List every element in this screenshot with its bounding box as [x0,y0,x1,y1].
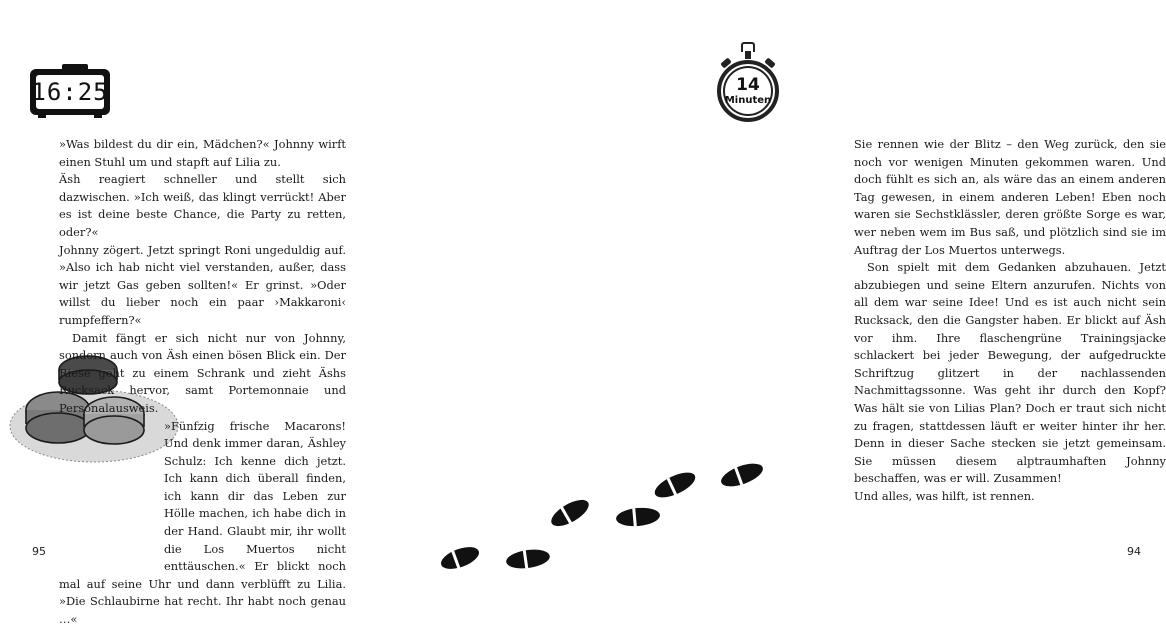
paragraph: Äsh reagiert schneller und stellt sich dazwischen. »Ich weiß, das klingt verrückt! Aber es ist deine beste Chance, die Party zu retten, oder?« [59,172,346,239]
page-number: 95 [32,545,46,558]
right-page-text [854,136,1166,505]
paragraph: »Fünfzig frische Macarons! Und denk immer daran, Äshley Schulz: Ich kenne dich jetzt. Ich kann dich überall finden, ich kann dir das Leben zur Hölle machen, ich habe dich in der Hand. Glaubt mir, ihr wollt die Los Muertos nicht enttäuschen.« Er blickt noch mal auf seine Uhr und dann verblüfft zu Lilia. »Die Schlaubirne hat recht. Ihr habt noch genau …« [59,418,346,627]
clock-time: 16:25 [36,75,104,109]
digital-clock-icon [30,64,110,118]
stopwatch-unit: Minuten [724,94,772,106]
stopwatch-icon [715,42,781,128]
footprints-illustration [430,455,780,585]
paragraph: Johnny zögert. Jetzt springt Roni ungeduldig auf. »Also ich hab nicht viel verstanden, außer, dass wir jetzt Gas geben sollten!« Er grinst. »Oder willst du lieber noch ein paar ›Makkaroni‹ rumpfeffern?« [59,242,346,327]
paragraph: Damit fängt er sich nicht nur von Johnny, sondern auch von Äsh einen bösen Blick ein. Der Riese geht zu einem Schrank und zieht Äshs Rucksack hervor, samt Portemonnaie und Personalausweis. [59,330,346,415]
paragraph: Sie rennen wie der Blitz – den Weg zurück, den sie noch vor wenigen Minuten gekommen waren. Und doch fühlt es sich an, als wäre das an einem anderen Tag gewesen, in einem anderen Leben! Eben noch waren sie Sechstklässler, deren größte Sorge es war, wer neben wem im Bus saß, und plötzlich sind sie im Auftrag der Los Muertos unterwegs. [854,137,1166,257]
left-page-text [59,136,346,629]
stopwatch-value: 14 [736,74,760,95]
paragraph: Und alles, was hilft, ist rennen. [854,488,1035,503]
left-page [0,0,400,640]
paragraph: »Was bildest du dir ein, Mädchen?« Johnny wirft einen Stuhl um und stapft auf Lilia zu. [59,137,346,169]
page-number: 94 [1127,545,1141,558]
paragraph: Son spielt mit dem Gedanken abzuhauen. Jetzt abzubiegen und seine Eltern anzurufen. Nichts von all dem war seine Idee! Und es ist auch nicht sein Rucksack, den die Gangster haben. Er blickt auf Äsh vor ihm. Ihre flaschengrüne Trainingsjacke schlackert bei jeder Bewegung, der aufgedruckte Schriftzug glitzert in der nachlassenden Nachmittagssonne. Was geht ihr durch den Kopf? Was hält sie von Lilias Plan? Doch er traut sich nicht zu fragen, stattdessen läuft er weiter hinter ihr her. Denn in dieser Sache stecken sie jetzt gemeinsam. Sie müssen diesem alptraumhaften Johnny beschaffen, was er will. Zusammen! [854,260,1166,486]
